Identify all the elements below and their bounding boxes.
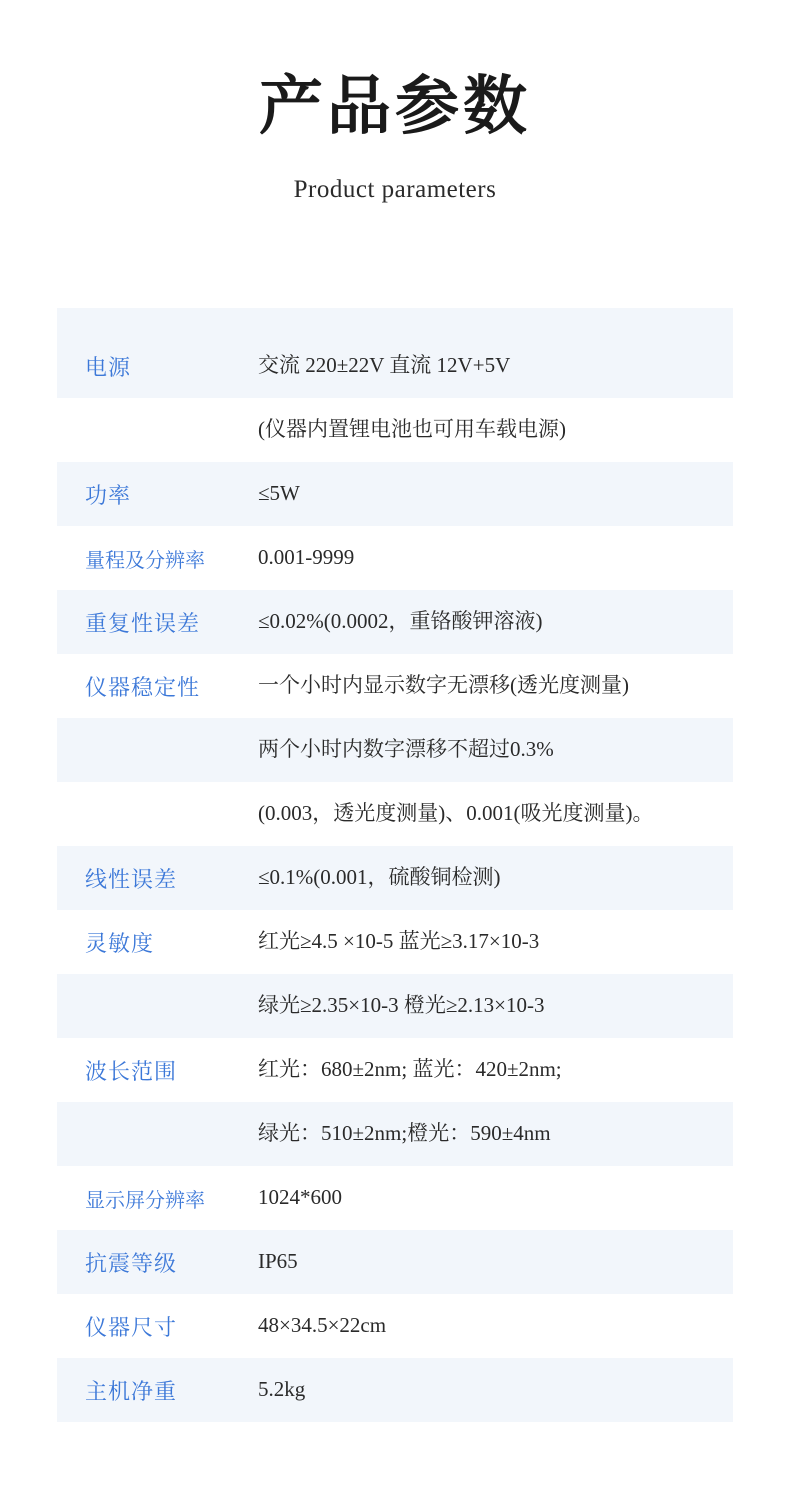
- parameter-label: 量程及分辨率: [85, 549, 205, 572]
- table-row: [57, 398, 733, 462]
- table-row: [57, 1358, 733, 1422]
- table-row: [57, 590, 733, 654]
- parameter-value: (仪器内置锂电池也可用车载电源): [258, 417, 566, 442]
- parameter-label: 抗震等级: [85, 1250, 178, 1276]
- table-row: [57, 1294, 733, 1358]
- page-header: [0, 0, 790, 204]
- parameter-label: 重复性误差: [85, 610, 201, 636]
- table-top-spacer: [57, 308, 733, 334]
- parameter-label: 线性误差: [85, 866, 178, 892]
- parameter-value: ≤0.02%(0.0002，重铬酸钾溶液): [258, 609, 543, 634]
- parameter-value: 5.2kg: [258, 1377, 306, 1402]
- parameter-value: 交流 220±22V 直流 12V+5V: [258, 353, 511, 378]
- table-row: [57, 1102, 733, 1166]
- parameter-label: 波长范围: [85, 1058, 178, 1084]
- table-row: [57, 974, 733, 1038]
- parameter-label: 仪器稳定性: [85, 674, 201, 700]
- parameter-value: 0.001-9999: [258, 545, 355, 570]
- parameter-label: 显示屏分辨率: [85, 1189, 205, 1212]
- parameter-label: 电源: [85, 354, 132, 380]
- table-row: [57, 462, 733, 526]
- page-title: 产品参数: [259, 71, 531, 142]
- parameter-value: 1024*600: [258, 1185, 342, 1210]
- table-row: [57, 1038, 733, 1102]
- table-row: [57, 526, 733, 590]
- parameter-value: 绿光：510±2nm;橙光：590±4nm: [258, 1121, 551, 1146]
- table-row: [57, 782, 733, 846]
- page-subtitle: Product parameters: [293, 176, 497, 204]
- parameter-value: IP65: [258, 1249, 298, 1274]
- table-row: [57, 846, 733, 910]
- parameter-label: 主机净重: [85, 1378, 178, 1404]
- parameter-label: 灵敏度: [85, 930, 155, 956]
- parameter-value: 绿光≥2.35×10-3 橙光≥2.13×10-3: [258, 993, 545, 1018]
- parameter-value: 红光：680±2nm; 蓝光：420±2nm;: [258, 1057, 562, 1082]
- parameter-value: 两个小时内数字漂移不超过0.3%: [258, 737, 554, 762]
- table-row: [57, 1166, 733, 1230]
- parameter-value: ≤0.1%(0.001，硫酸铜检测): [258, 865, 501, 890]
- parameter-value: 红光≥4.5 ×10-5 蓝光≥3.17×10-3: [258, 929, 540, 954]
- parameter-value: 48×34.5×22cm: [258, 1313, 387, 1338]
- parameter-value: (0.003，透光度测量)、0.001(吸光度测量)。: [258, 801, 654, 826]
- parameter-label: 功率: [85, 482, 132, 508]
- parameters-table: [57, 308, 733, 1478]
- table-row: [57, 1230, 733, 1294]
- table-row: [57, 718, 733, 782]
- table-bottom-spacer: [57, 1422, 733, 1478]
- table-row: [57, 334, 733, 398]
- parameter-value: 一个小时内显示数字无漂移(透光度测量): [258, 673, 629, 698]
- table-row: [57, 910, 733, 974]
- parameter-value: ≤5W: [258, 481, 300, 506]
- table-row: [57, 654, 733, 718]
- parameter-label: 仪器尺寸: [85, 1314, 178, 1340]
